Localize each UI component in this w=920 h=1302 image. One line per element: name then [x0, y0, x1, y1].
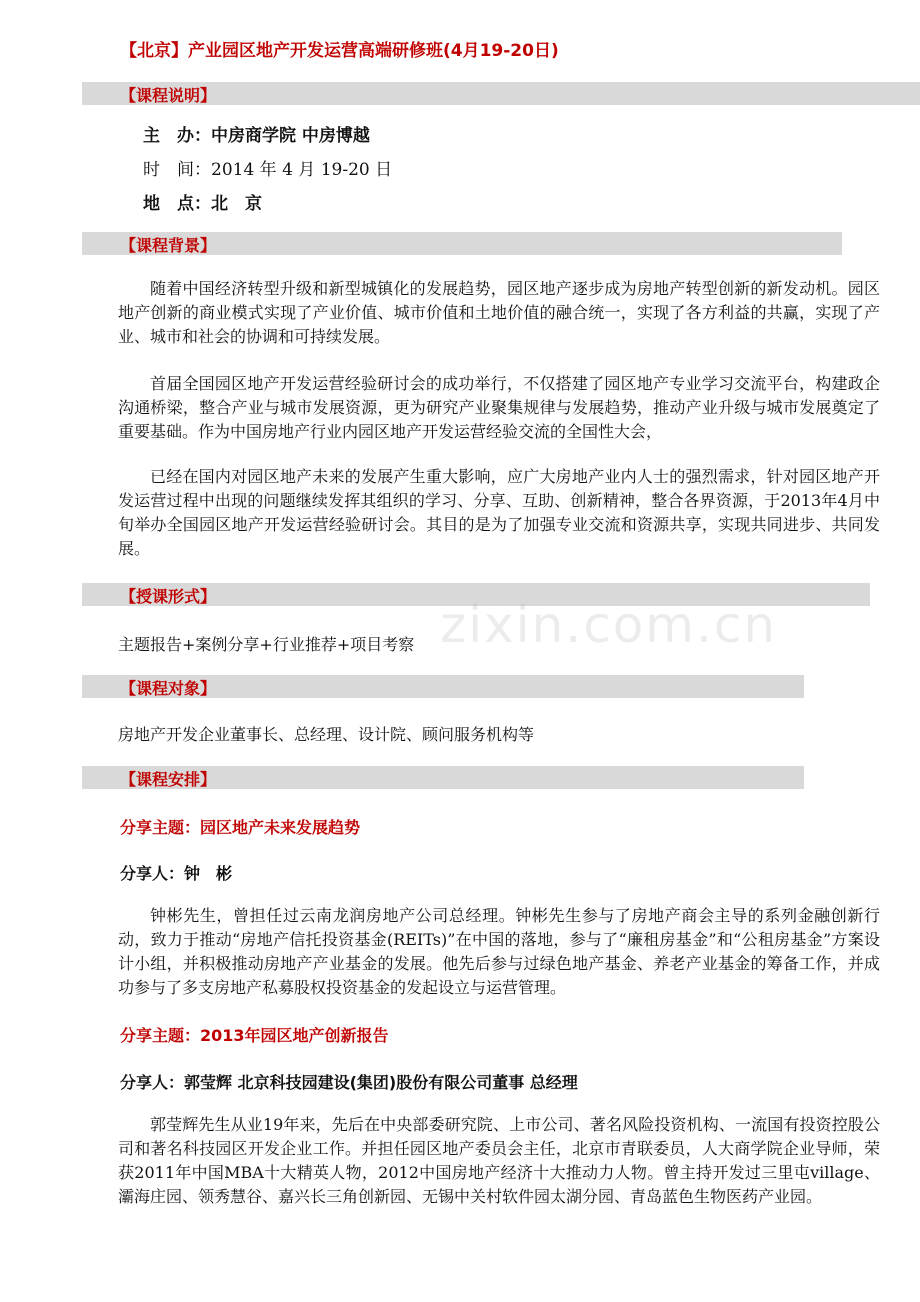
section-bar-description	[82, 82, 920, 105]
format-text: 主题报告+案例分享+行业推荐+项目考察	[118, 635, 415, 654]
info-host: 主 办：中房商学院 中房博越	[143, 126, 370, 146]
background-paragraph-2: 首届全国园区地产开发运营经验研讨会的成功举行，不仅搭建了园区地产专业学习交流平台，构建政企沟通桥梁，整合产业与城市发展资源，更为研究产业聚集规律与发展趋势，推动产业升级与城市发展奠定了重要基础。作为中国房地产行业内园区地产开发运营经验交流的全国性大会，	[118, 374, 880, 441]
session-topic-2: 分享主题：2013年园区地产创新报告	[120, 1026, 389, 1045]
section-heading-background: 【课程背景】	[120, 236, 217, 255]
section-heading-format: 【授课形式】	[120, 587, 217, 606]
session-bio-2: 郭莹辉先生从业19年来，先后在中央部委研究院、上市公司、著名风险投资机构、一流国有投资控股公司和著名科技园区开发企业工作。并担任园区地产委员会主任，北京市青联委员，人大商学院企业导师，荣获2011年中国MBA十大精英人物，2012中国房地产经济十大推动力人物。曾主持开发过三里屯village、灞海庄园、领秀慧谷、嘉兴长三角创新园、无锡中关村软件园太湖分园、青岛蓝色生物医药产业园。	[118, 1115, 880, 1206]
audience-text: 房地产开发企业董事长、总经理、设计院、顾问服务机构等	[118, 725, 535, 744]
session-topic-1: 分享主题：园区地产未来发展趋势	[120, 818, 361, 837]
session-speaker-1: 分享人：钟 彬	[120, 864, 233, 883]
session-speaker-2: 分享人：郭莹辉 北京科技园建设(集团)股份有限公司董事 总经理	[120, 1073, 578, 1092]
section-heading-audience: 【课程对象】	[120, 679, 217, 698]
section-bar-background	[82, 232, 842, 255]
section-bar-audience	[82, 675, 804, 698]
background-paragraph-3: 已经在国内对园区地产未来的发展产生重大影响，应广大房地产业内人士的强烈需求，针对园区地产开发运营过程中出现的问题继续发挥其组织的学习、分享、互助、创新精神，整合各界资源，于2013年4月中旬举办全国园区地产开发运营经验研讨会。其目的是为了加强专业交流和资源共享，实现共同进步、共同发展。	[118, 467, 880, 558]
page-title: 【北京】产业园区地产开发运营高端研修班(4月19-20日)	[120, 41, 559, 61]
info-place: 地 点：北 京	[143, 194, 262, 214]
session-bio-1: 钟彬先生，曾担任过云南龙润房地产公司总经理。钟彬先生参与了房地产商会主导的系列金融创新行动，致力于推动“房地产信托投资基金(REITs)”在中国的落地，参与了“廉租房基金”和“公租房基金”方案设计小组，并积极推动房地产产业基金的发展。他先后参与过绿色地产基金、养老产业基金的筹备工作，并成功参与了多支房地产私募股权投资基金的发起设立与运营管理。	[118, 906, 880, 997]
info-time: 时 间：2014 年 4 月 19-20 日	[143, 160, 393, 180]
background-paragraph-1: 随着中国经济转型升级和新型城镇化的发展趋势，园区地产逐步成为房地产转型创新的新发动机。园区地产创新的商业模式实现了产业价值、城市价值和土地价值的融合统一，实现了各方利益的共赢，实现了产业、城市和社会的协调和可持续发展。	[118, 279, 880, 346]
section-heading-schedule: 【课程安排】	[120, 770, 217, 789]
section-bar-schedule	[82, 766, 804, 789]
section-heading-description: 【课程说明】	[120, 86, 217, 105]
watermark: zixin.com.cn	[440, 596, 778, 654]
